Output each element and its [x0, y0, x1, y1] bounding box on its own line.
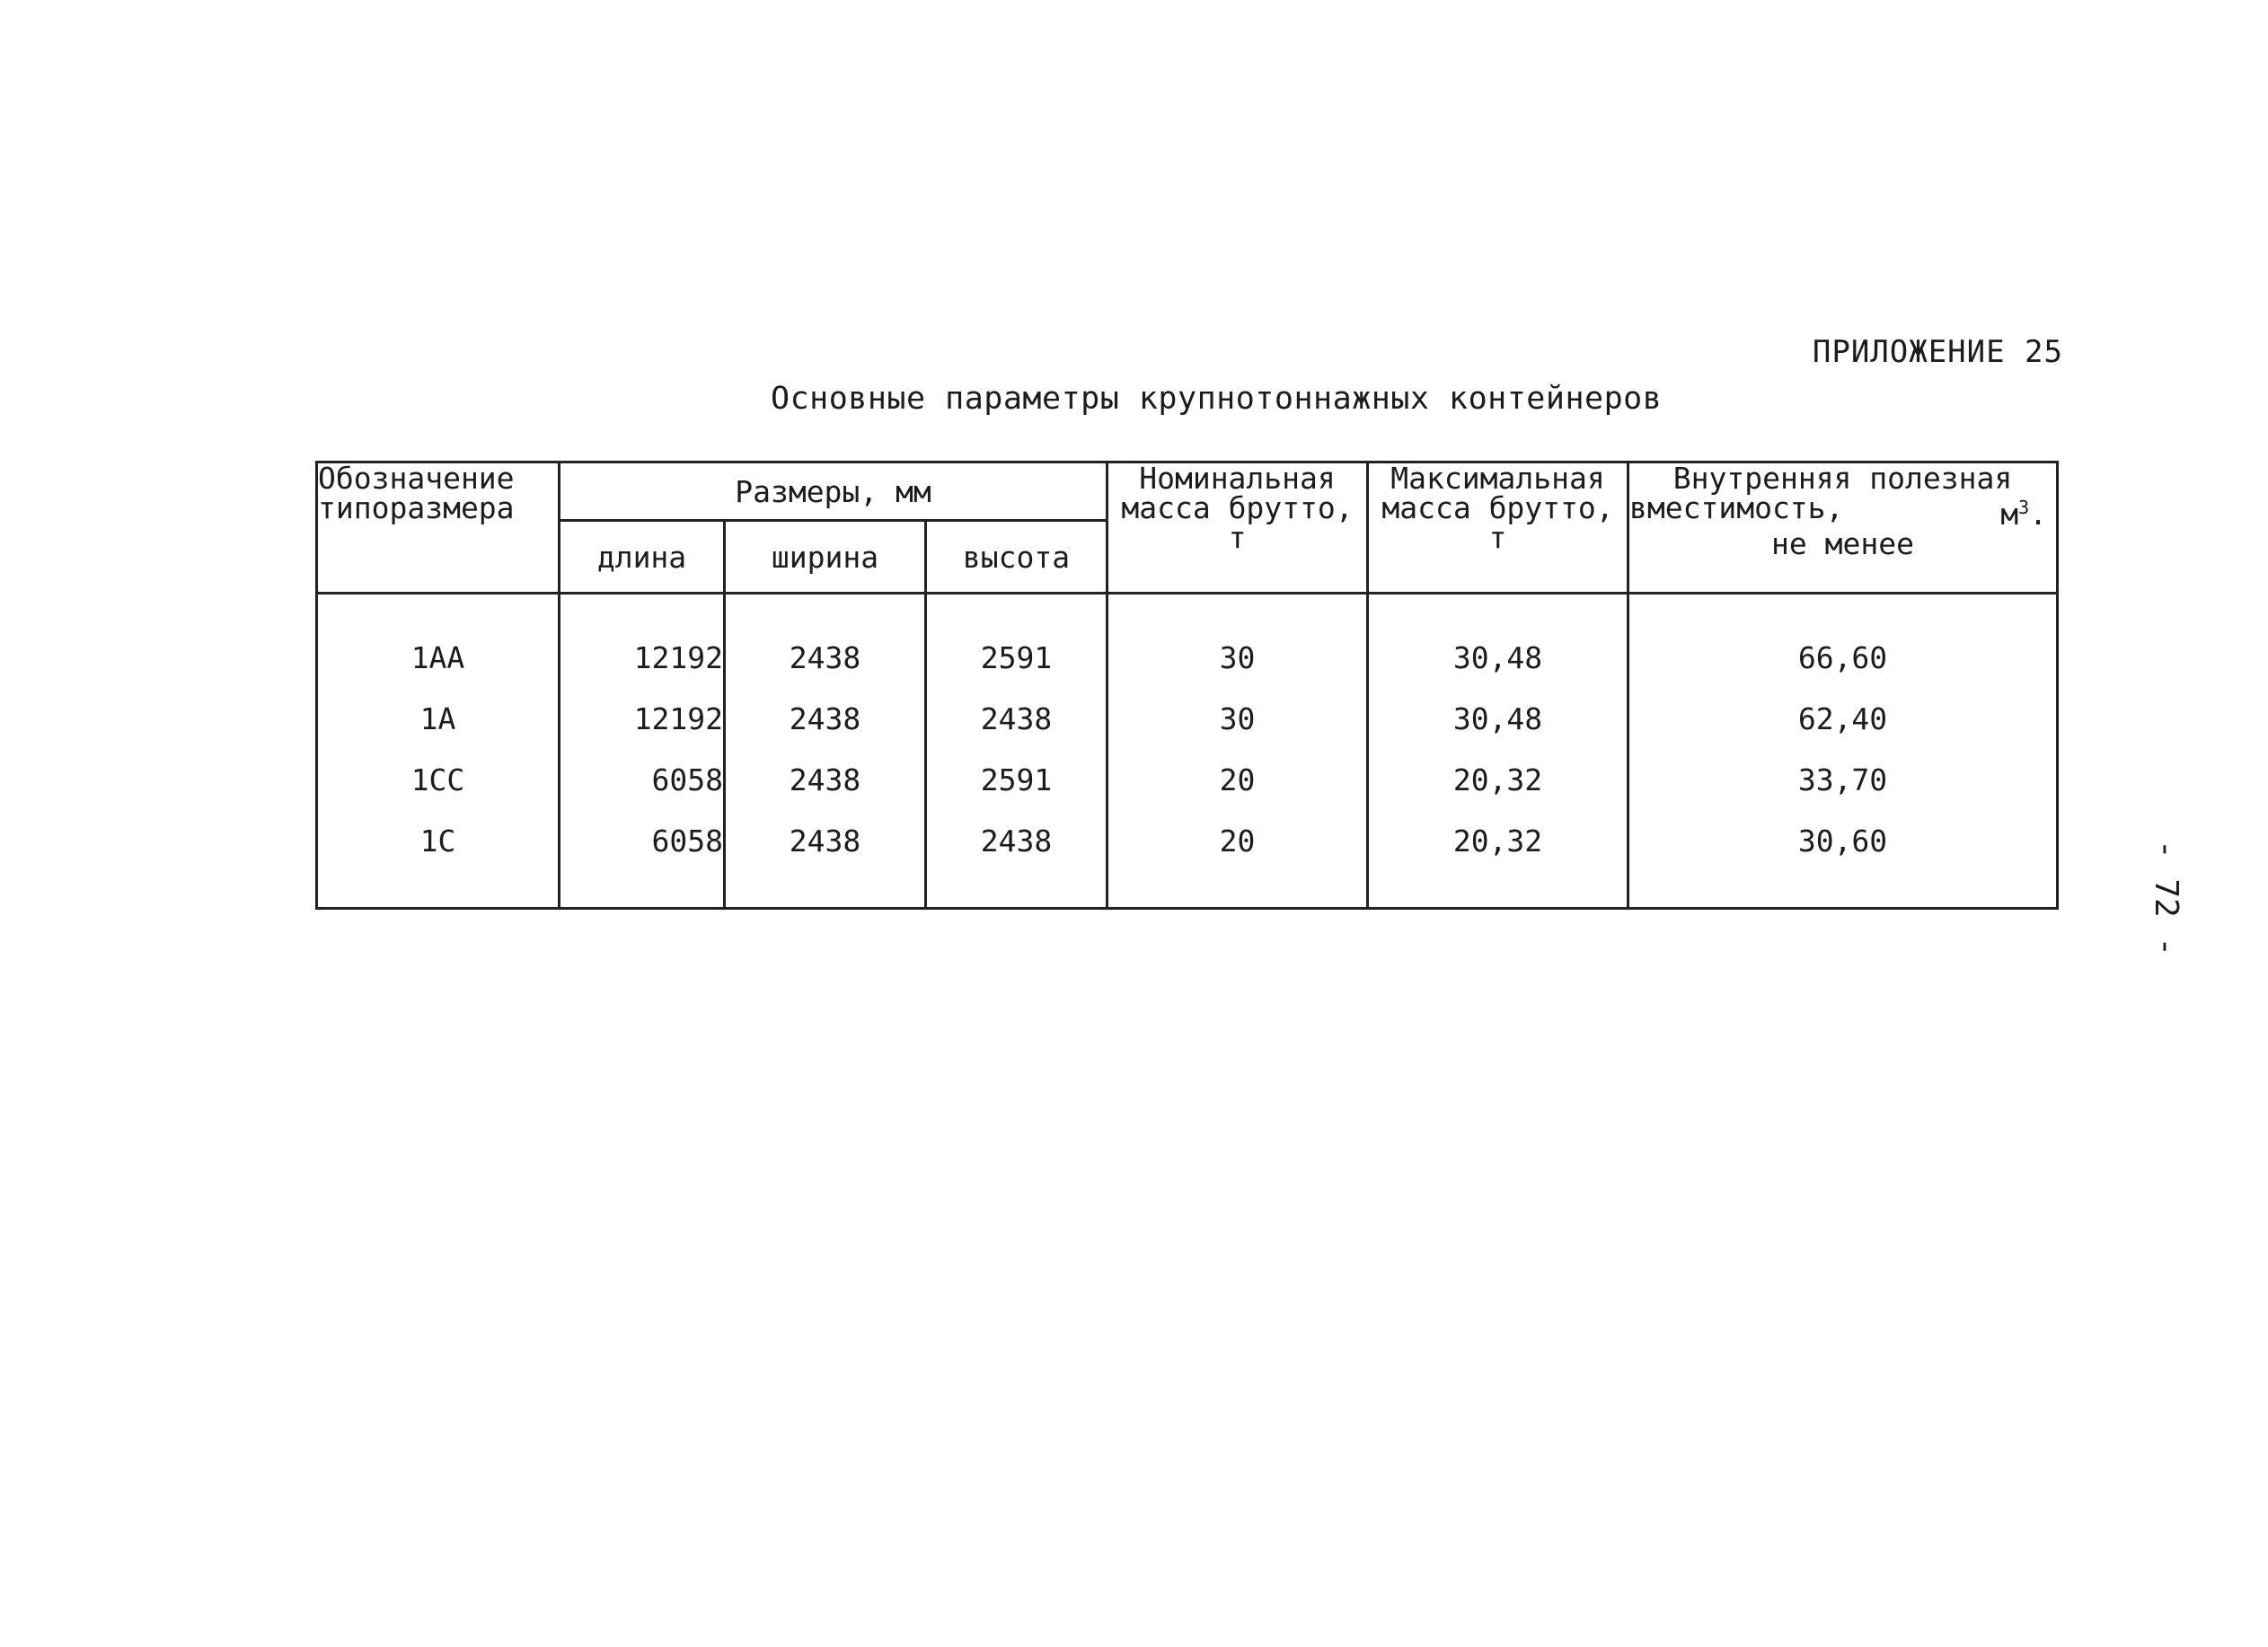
header-nominal-line1: Номинальная: [1139, 461, 1336, 496]
cell-volume: 30,60: [1628, 810, 2058, 909]
cell-nominal-mass: 30: [1108, 594, 1368, 689]
header-designation: [317, 462, 560, 594]
cell-width: 2438: [725, 749, 926, 810]
header-volume-line2: [1629, 490, 2056, 532]
header-dimensions: Размеры, мм: [560, 462, 1108, 521]
header-length: длина: [560, 521, 725, 594]
cell-length: 12192: [560, 688, 725, 749]
cell-height: 2591: [926, 594, 1108, 689]
cell-nominal-mass: 20: [1108, 749, 1368, 810]
cell-volume: 62,40: [1628, 688, 2058, 749]
header-width: ширина: [725, 521, 926, 594]
cell-designation: 1А: [317, 688, 560, 749]
appendix-label: ПРИЛОЖЕНИЕ 25: [1812, 334, 2063, 370]
cell-width: 2438: [725, 810, 926, 909]
table-row: [317, 688, 2058, 749]
cell-max-mass: 30,48: [1368, 594, 1628, 689]
header-max-line2: масса брутто,: [1381, 490, 1614, 525]
cell-designation: 1АА: [317, 594, 560, 689]
header-max-line1: Максимальная: [1390, 461, 1605, 496]
cell-length: 6058: [560, 810, 725, 909]
table-title: Основные параметры крупнотоннажных контейнеров: [771, 381, 1663, 417]
table-row: [317, 594, 2058, 689]
table-row: [317, 810, 2058, 909]
cell-nominal-mass: 30: [1108, 688, 1368, 749]
cell-volume: 66,60: [1628, 594, 2058, 689]
header-volume: [1628, 462, 2058, 594]
header-nominal-line2: масса брутто,: [1121, 490, 1354, 525]
container-parameters-table: [315, 461, 2059, 910]
cell-height: 2438: [926, 688, 1108, 749]
cell-max-mass: 20,32: [1368, 749, 1628, 810]
table-row: [317, 749, 2058, 810]
unit-period: .: [2029, 497, 2047, 532]
cell-width: 2438: [725, 594, 926, 689]
cell-height: 2591: [926, 749, 1108, 810]
header-designation-line2: типоразмера: [318, 490, 515, 525]
cell-max-mass: 30,48: [1368, 688, 1628, 749]
unit-exponent: 3: [2018, 497, 2030, 518]
header-volume-unit: [2000, 493, 2047, 532]
cell-max-mass: 20,32: [1368, 810, 1628, 909]
cell-length: 12192: [560, 594, 725, 689]
header-volume-capacity: вместимость,: [1629, 490, 1844, 525]
header-max-mass: [1368, 462, 1628, 594]
cell-height: 2438: [926, 810, 1108, 909]
cell-designation: 1С: [317, 810, 560, 909]
header-nominal-mass: [1108, 462, 1368, 594]
header-designation-line1: Обозначение: [318, 461, 515, 496]
header-volume-line3: не менее: [1771, 526, 1914, 561]
header-nominal-line3: т: [1228, 520, 1247, 555]
page-number: - 72 -: [2148, 840, 2184, 957]
cell-volume: 33,70: [1628, 749, 2058, 810]
header-height: высота: [926, 521, 1108, 594]
cell-nominal-mass: 20: [1108, 810, 1368, 909]
cell-width: 2438: [725, 688, 926, 749]
header-volume-line1: Внутренняя полезная: [1672, 461, 2013, 496]
cell-length: 6058: [560, 749, 725, 810]
unit-m: м: [2000, 497, 2019, 532]
cell-designation: 1СС: [317, 749, 560, 810]
header-max-line3: т: [1488, 520, 1507, 555]
